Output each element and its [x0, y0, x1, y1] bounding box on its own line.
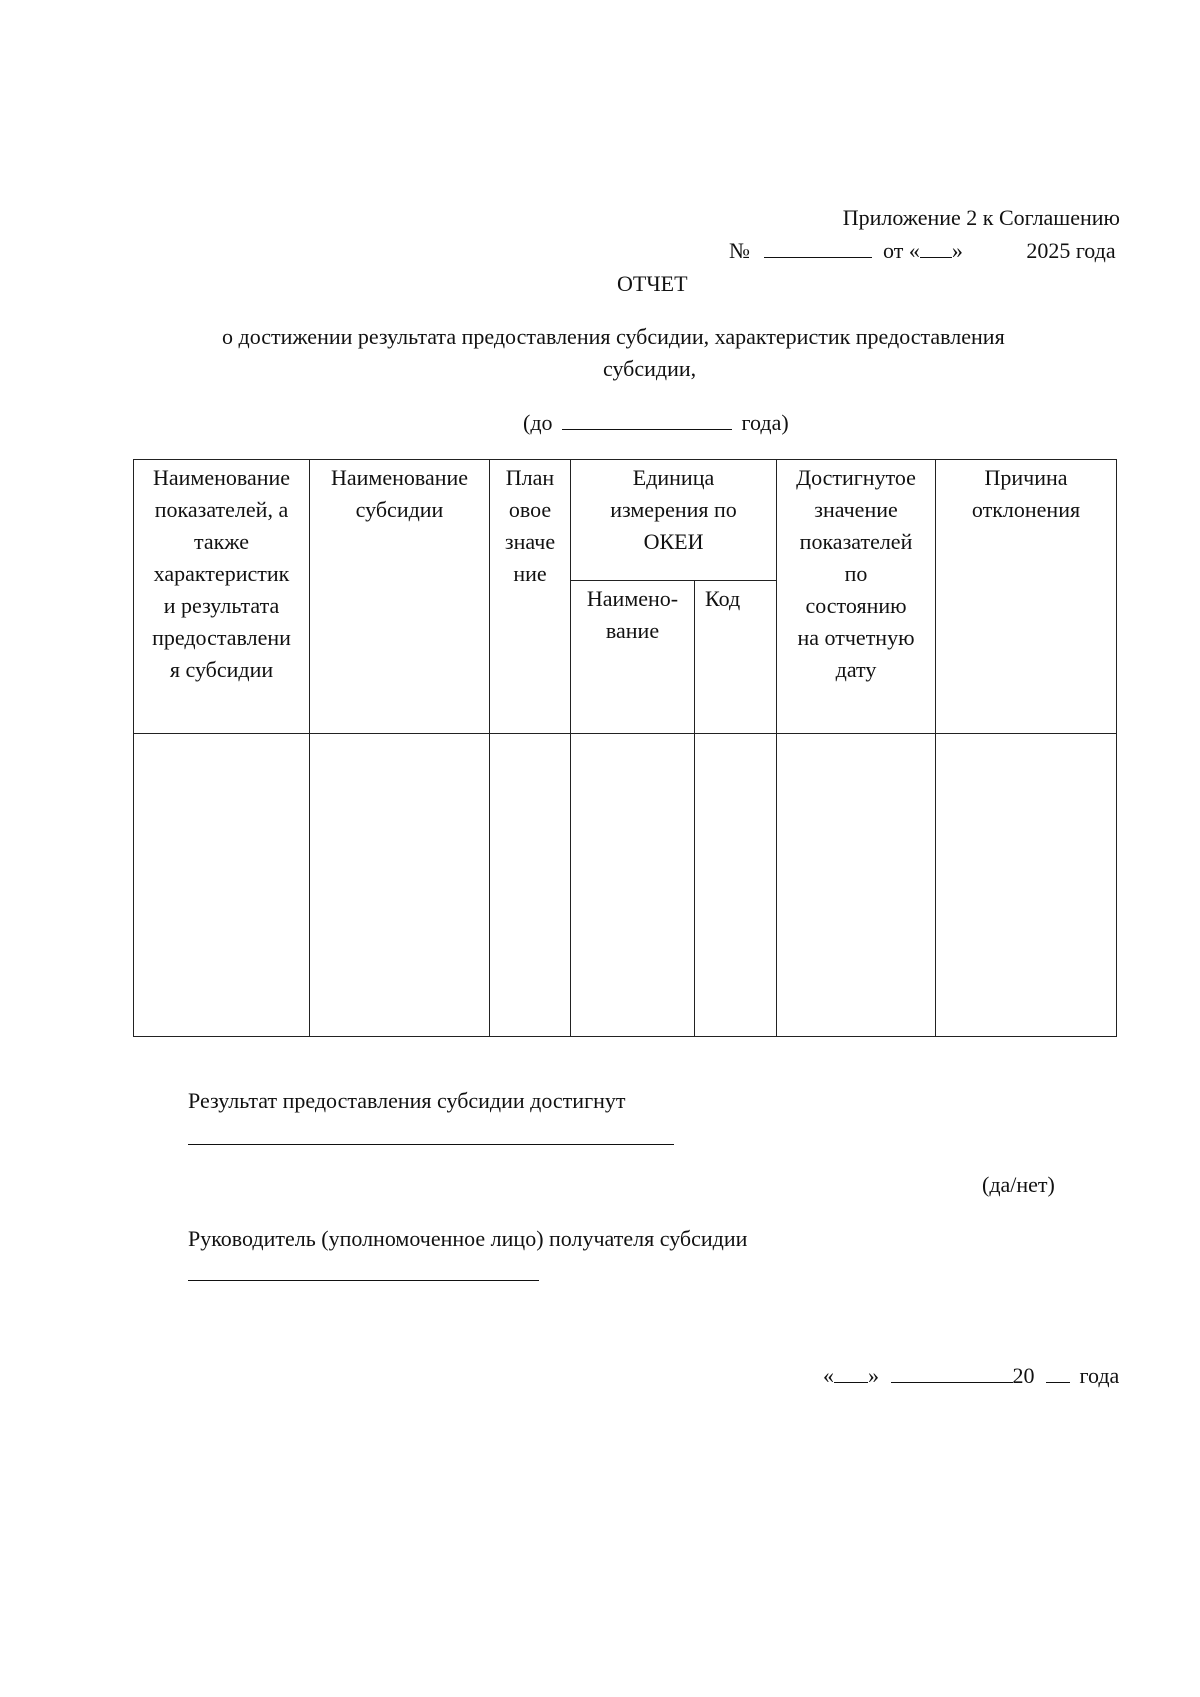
head-label: Руководитель (уполномоченное лицо) получателя субсидии — [188, 1226, 748, 1251]
table-row — [134, 734, 1117, 1037]
result-label: Результат предоставления субсидии достигнут — [188, 1088, 626, 1113]
quote-close: » — [951, 238, 963, 263]
col-header-indicator: Наименование показателей, а также характеристик и результата предоставлени я субсидии — [134, 460, 310, 734]
report-subtitle-line1: о достижении результата предоставления субсидии, характеристик предоставления — [222, 324, 1005, 349]
report-table — [133, 459, 1117, 1037]
col-header-unit-name: Наимено- вание — [571, 581, 695, 734]
head-signature-field[interactable] — [188, 1280, 539, 1281]
agreement-number-line — [729, 239, 1116, 262]
agreement-year: 2025 года — [1026, 238, 1116, 263]
date-day-field[interactable] — [834, 1364, 868, 1383]
table-header-row — [134, 460, 1117, 581]
col-header-reason: Причина отклонения — [936, 460, 1117, 734]
report-subtitle-line2: субсидии, — [603, 356, 697, 381]
date-year-field[interactable] — [1046, 1364, 1070, 1383]
col-header-achieved: Достигнутое значение показателей по состоянию на отчетную дату — [777, 460, 936, 734]
date-month-field[interactable] — [891, 1364, 1013, 1383]
until-date-field[interactable] — [562, 411, 732, 430]
col-header-plan: План овое значе ние — [490, 460, 571, 734]
date-quote-close: » — [868, 1363, 879, 1388]
date-year-word: года — [1079, 1363, 1120, 1388]
col-header-unit: Единица измерения по ОКЕИ — [571, 460, 777, 581]
date-quote-open: « — [823, 1363, 834, 1388]
signature-date-line — [823, 1364, 1119, 1387]
cell-achieved[interactable] — [777, 734, 936, 1037]
report-title: ОТЧЕТ — [617, 271, 688, 296]
agreement-day-field[interactable] — [920, 239, 952, 258]
col-header-subsidy: Наименование субсидии — [310, 460, 490, 734]
cell-indicator[interactable] — [134, 734, 310, 1037]
cell-unit-name[interactable] — [571, 734, 695, 1037]
cell-plan[interactable] — [490, 734, 571, 1037]
agreement-number-field[interactable] — [764, 239, 872, 258]
yes-no-hint: (да/нет) — [982, 1172, 1055, 1197]
result-field[interactable] — [188, 1144, 674, 1145]
report-until-line — [523, 411, 789, 434]
number-sign: № — [729, 238, 750, 263]
until-prefix: (до — [523, 410, 553, 435]
from-label: от « — [883, 238, 920, 263]
cell-reason[interactable] — [936, 734, 1117, 1037]
appendix-label: Приложение 2 к Соглашению — [842, 205, 1120, 230]
cell-subsidy[interactable] — [310, 734, 490, 1037]
col-header-unit-code: Код — [695, 581, 777, 734]
until-suffix: года) — [741, 410, 789, 435]
date-century: 20 — [1012, 1363, 1035, 1388]
cell-unit-code[interactable] — [695, 734, 777, 1037]
